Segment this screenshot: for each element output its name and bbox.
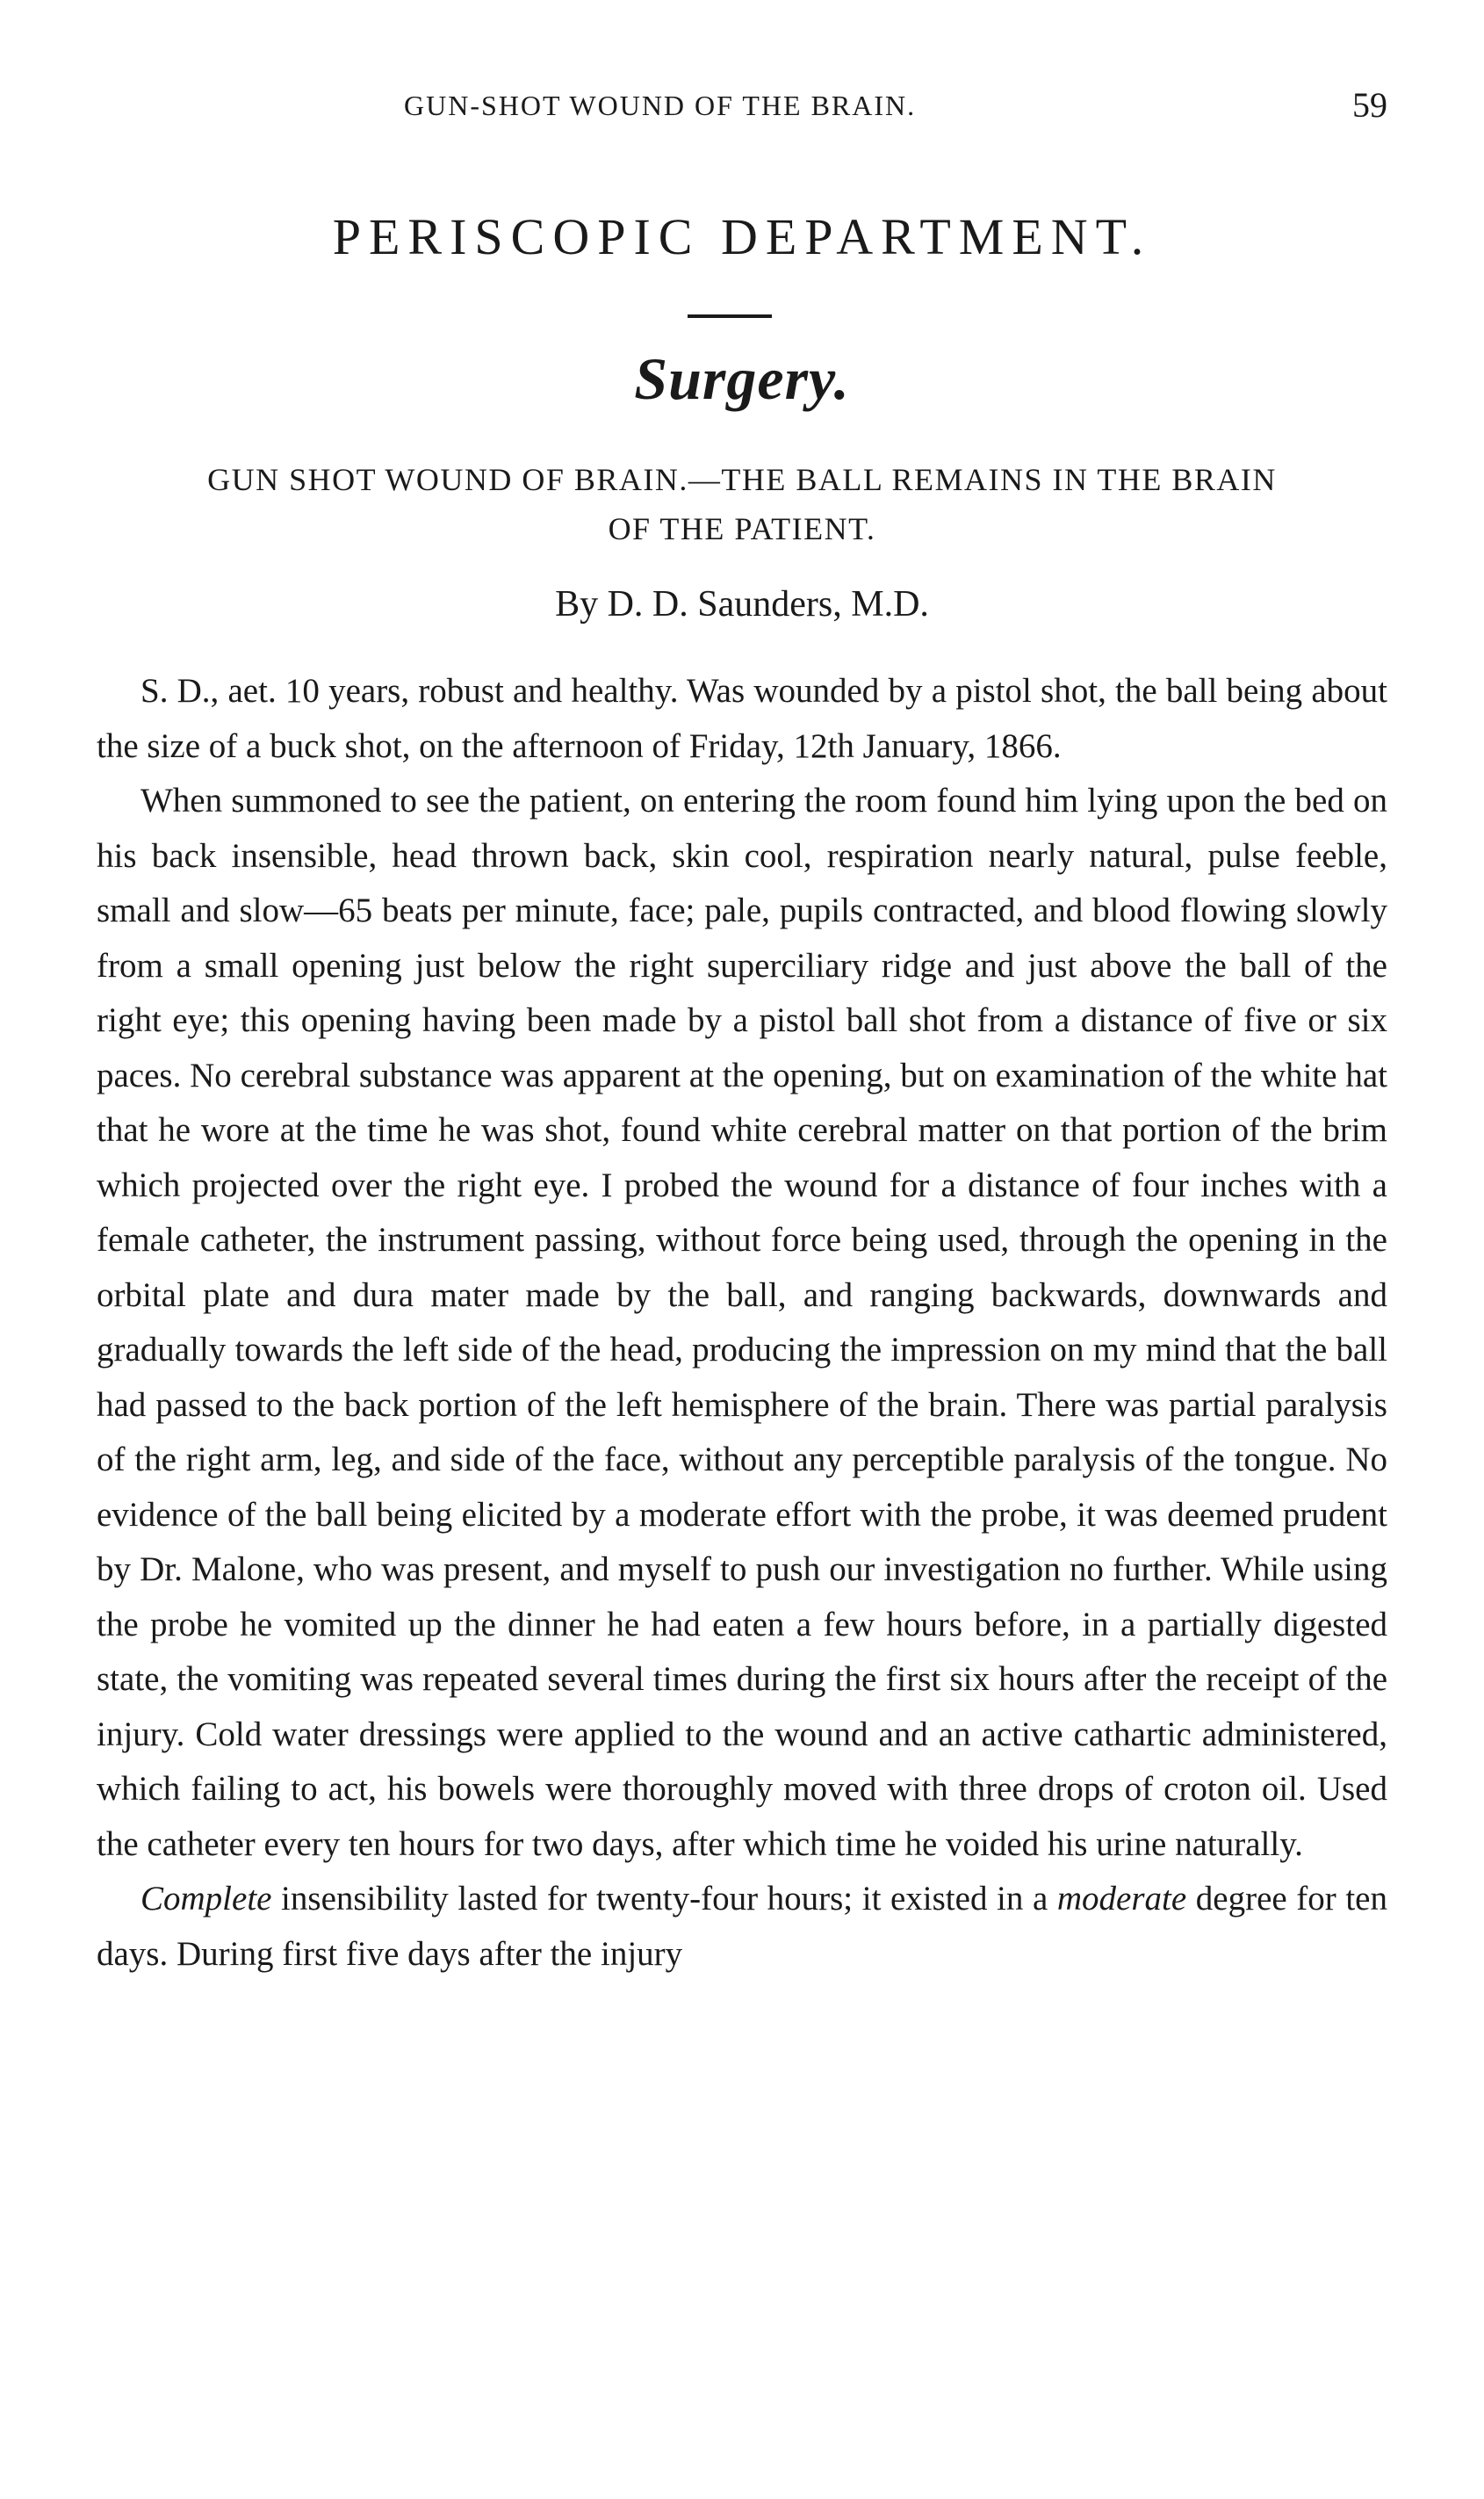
paragraph-1: S. D., aet. 10 years, robust and healthy. Was wounded by a pistol shot, the ball being about the size of a buck shot, on the afternoon of Friday, 12th January, 1866. xyxy=(97,672,1387,765)
paragraph-3-text-1: insensibility lasted for twenty-four hours; it existed in a xyxy=(271,1880,1057,1918)
paragraph-3 xyxy=(97,1872,1387,1982)
running-title: GUN-SHOT WOUND OF THE BRAIN. xyxy=(404,90,917,121)
article-title xyxy=(97,455,1387,553)
article-body xyxy=(97,664,1387,1982)
paragraph-3-text-2: degree for ten days. During first five days after the injury xyxy=(97,1880,1387,1973)
section-title: Surgery. xyxy=(634,345,850,412)
running-head xyxy=(97,84,1387,128)
emphasis-moderate: moderate xyxy=(1056,1880,1187,1918)
title-divider xyxy=(688,314,772,318)
page-number: 59 xyxy=(1352,85,1387,125)
article-title-line-1: GUN SHOT WOUND OF BRAIN.—THE BALL REMAINS IN THE BRAIN xyxy=(207,462,1277,497)
emphasis-complete: Complete xyxy=(140,1880,272,1918)
article-title-line-2: OF THE PATIENT. xyxy=(608,511,876,546)
byline: By D. D. Saunders, M.D. xyxy=(555,584,929,625)
paragraph-2: When summoned to see the patient, on entering the room found him lying upon the bed on his back insensible, head thrown back, skin cool, respiration nearly natural, pulse feeble, small and slow—65 beats per minute, face; pale, pupils contracted, and blood flowing slowly from a small opening just below the right superciliary ridge and just above the ball of the right eye; this opening having been made by a pistol ball shot from a distance of five or six paces. No cerebral substance was apparent at the opening, but on examination of the white hat that he wore at the time he was shot, found white cerebral matter on that portion of the brim which projected over the right eye. I probed the wound for a distance of four inches with a female catheter, the instrument passing, without force being used, through the opening in the orbital plate and dura mater made by the ball, and ranging backwards, downwards and gradually towards the left side of the head, producing the impression on my mind that the ball had passed to the back portion of the left hemisphere of the brain. There was partial paralysis of the right arm, leg, and side of the face, without any perceptible paralysis of the tongue. No evidence of the ball being elicited by a moderate effort with the probe, it was deemed prudent by Dr. Malone, who was present, and myself to push our investigation no further. While using the probe he vomited up the dinner he had eaten a few hours before, in a partially digested state, the vomiting was repeated several times during the first six hours after the receipt of the injury. Cold water dressings were applied to the wound and an active cathartic administered, which failing to act, his bowels were thoroughly moved with three drops of croton oil. Used the catheter every ten hours for two days, after which time he voided his urine naturally. xyxy=(97,782,1387,1863)
department-title: PERISCOPIC DEPARTMENT. xyxy=(332,208,1152,265)
